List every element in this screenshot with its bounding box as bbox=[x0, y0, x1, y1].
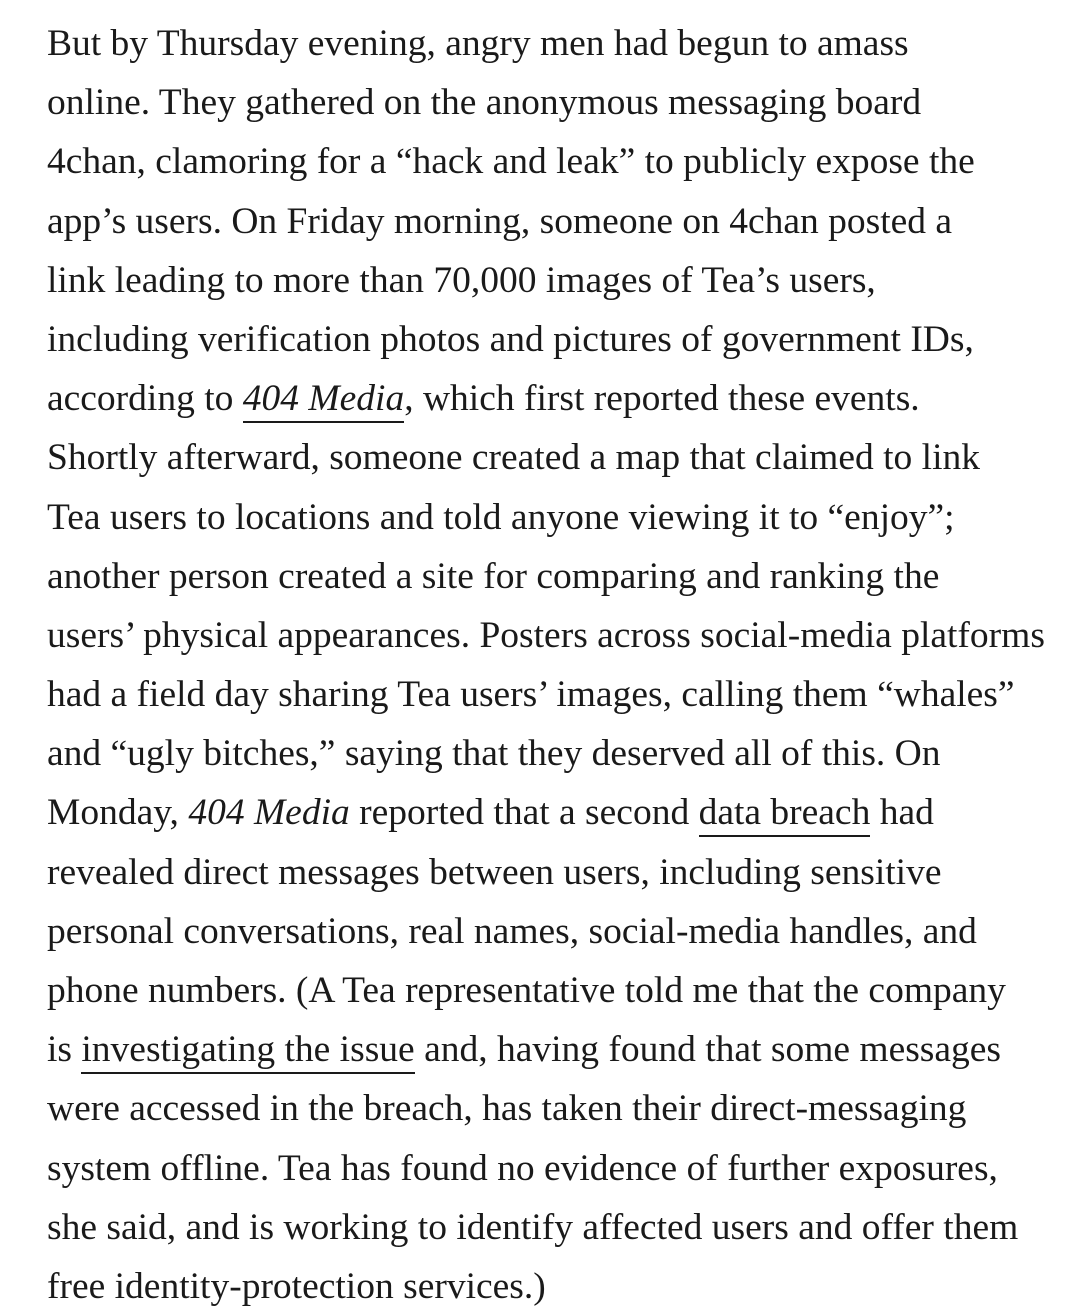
text-line: were accessed in the breach, has taken their direct-messaging bbox=[47, 1088, 967, 1130]
publication-name: 404 Media bbox=[188, 792, 350, 834]
text-line: personal conversations, real names, social-media handles, and bbox=[47, 910, 977, 952]
text-line: link leading to more than 70,000 images of Tea’s users, bbox=[47, 259, 876, 301]
text-segment: Monday, bbox=[47, 792, 189, 834]
text-line: users’ physical appearances. Posters across social-media platforms bbox=[47, 614, 1045, 656]
text-line: 4chan, clamoring for a “hack and leak” to publicly expose the bbox=[47, 141, 975, 183]
text-line: phone numbers. (A Tea representative told me that the company bbox=[47, 970, 1006, 1011]
data-breach-link[interactable]: data breach bbox=[699, 792, 871, 837]
text-line bbox=[47, 1020, 1047, 1079]
text-line: But by Thursday evening, angry men had begun to amass bbox=[47, 23, 909, 64]
text-line: free identity-protection services.) bbox=[47, 1265, 546, 1307]
text-line: app’s users. On Friday morning, someone on 4chan posted a bbox=[47, 200, 953, 242]
text-segment: reported that a second bbox=[349, 792, 699, 834]
text-line: she said, and is working to identify affected users and offer them bbox=[47, 1206, 1019, 1248]
text-line: another person created a site for comparing and ranking the bbox=[47, 555, 940, 597]
text-line: Tea users to locations and told anyone viewing it to “enjoy”; bbox=[47, 496, 955, 538]
text-segment: is bbox=[47, 1029, 82, 1071]
text-line: Shortly afterward, someone created a map that claimed to link bbox=[47, 437, 980, 479]
text-line bbox=[47, 369, 1047, 428]
text-line: system offline. Tea has found no evidence of further exposures, bbox=[47, 1147, 998, 1189]
text-line bbox=[47, 783, 1047, 842]
text-segment: had bbox=[870, 792, 934, 834]
publication-name[interactable]: 404 Media bbox=[242, 378, 405, 420]
investigating-the-issue-link[interactable]: investigating the issue bbox=[81, 1029, 414, 1074]
text-line: revealed direct messages between users, including sensitive bbox=[47, 851, 942, 893]
text-line: online. They gathered on the anonymous messaging board bbox=[47, 82, 922, 124]
text-line: and “ugly bitches,” saying that they deserved all of this. On bbox=[47, 733, 941, 775]
article-paragraph bbox=[47, 14, 1047, 1316]
text-segment: and, having found that some messages bbox=[414, 1029, 1002, 1071]
text-line: had a field day sharing Tea users’ images, calling them “whales” bbox=[47, 674, 1015, 716]
text-segment: , which first reported these events. bbox=[404, 378, 920, 420]
text-segment: according to bbox=[47, 378, 243, 420]
text-line: including verification photos and pictures of government IDs, bbox=[47, 318, 974, 360]
404-media-link[interactable] bbox=[243, 378, 404, 423]
